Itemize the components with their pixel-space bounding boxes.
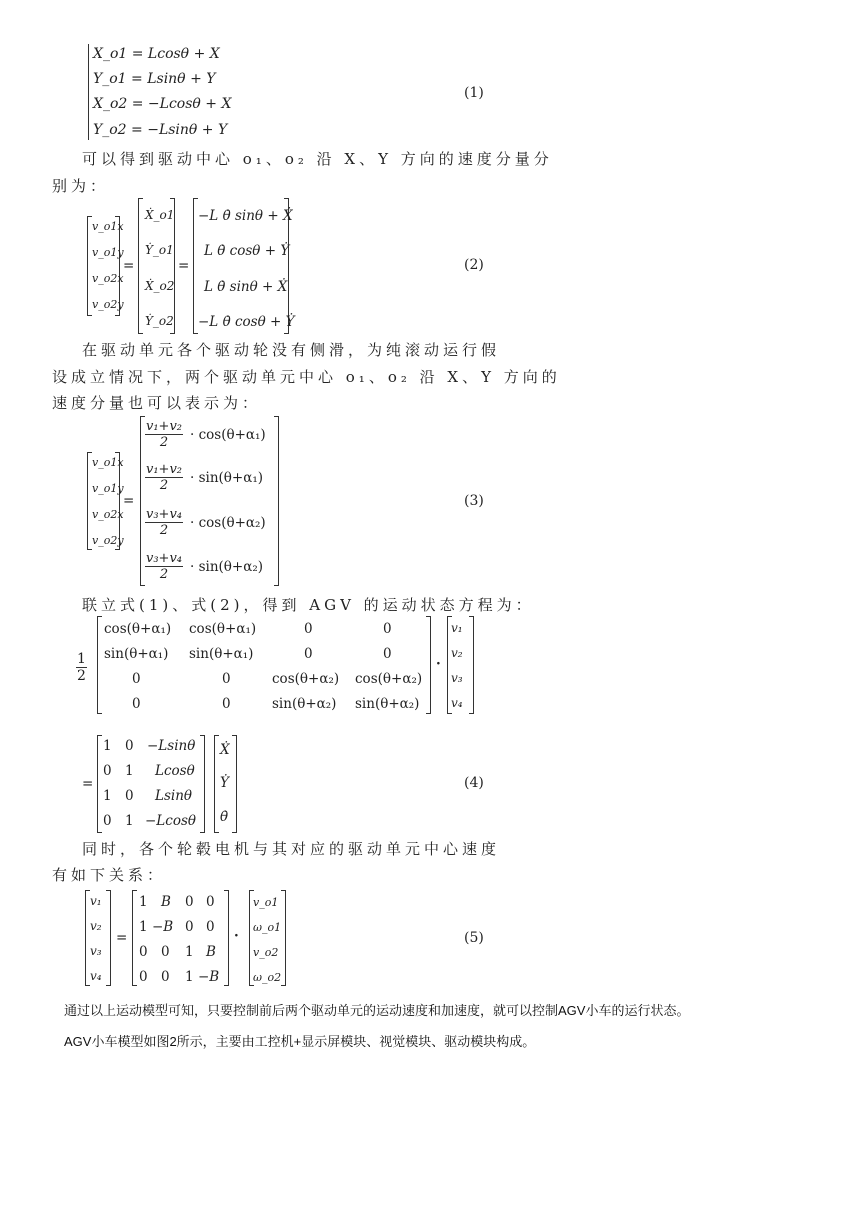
eq4-m2-3-1: 1 — [125, 813, 134, 829]
eq4-m-0-2: 0 — [304, 621, 313, 637]
eq5-dot: · — [234, 928, 239, 944]
eq2-lhs-3: v_o2y — [92, 298, 124, 311]
eq1-line-4: Y_o2 = −Lsinθ + Y — [93, 122, 228, 138]
left-brace — [88, 44, 89, 140]
eq4-m2-1-1: 1 — [125, 763, 134, 779]
eq4-m2-1-0: 0 — [103, 763, 112, 779]
eq5-m-2-1: 0 — [161, 944, 170, 960]
eq3-frac-1 — [145, 462, 183, 493]
eq2-mid-3: Ẏ_o2 — [145, 314, 174, 328]
para2-line-1: 在驱动单元各个驱动轮没有侧滑，为纯滚动运行假 — [82, 341, 501, 359]
eq4-m2-1-2: Lcosθ — [155, 763, 195, 779]
eq2-rhs-3: −L θ̇ cosθ + Ẏ — [198, 314, 295, 330]
eq4-m-1-1: sin(θ+α₁) — [189, 646, 254, 662]
eq4-m2-0-2: −Lsinθ — [147, 738, 196, 754]
eq3-rhs-bracket-right — [274, 416, 279, 586]
eq5-vec-bracket-right — [281, 890, 286, 986]
eq2-mid-2: Ẋ_o2 — [145, 279, 175, 293]
eq5-lhs-1: v₂ — [90, 919, 102, 933]
eq4-matrix2-bracket-left — [97, 735, 102, 833]
para1-line-2: 别为： — [52, 177, 110, 195]
eq5-equals: = — [116, 930, 128, 946]
eq4-vec2-bracket-right — [232, 735, 237, 833]
eq4-coef-num: 1 — [77, 651, 86, 667]
eq3-number: (3) — [464, 493, 484, 509]
para4-line-1: 同时，各个轮毂电机与其对应的驱动单元中心速度 — [82, 840, 501, 858]
eq3-frac-0-num: v₁+v₂ — [146, 419, 183, 434]
eq1-line-1: X_o1 = Lcosθ + X — [93, 46, 220, 62]
eq5-m-1-0: 1 — [139, 919, 148, 935]
eq2-number: (2) — [464, 257, 484, 273]
eq3-frac-3-den: 2 — [159, 567, 169, 582]
eq1-number: (1) — [464, 85, 484, 101]
para3-line-1: 联立式(1)、式(2)，得到 AGV 的运动状态方程为： — [82, 596, 535, 614]
eq2-mid-bracket-left — [138, 198, 143, 334]
eq4-m-3-0: 0 — [132, 696, 141, 712]
eq4-vec-1: v₂ — [451, 646, 463, 660]
eq4-coefficient — [76, 651, 87, 684]
eq4-m2-2-0: 1 — [103, 788, 112, 804]
eq5-vec-1: ω_o1 — [253, 921, 282, 934]
eq2-mid-1: Ẏ_o1 — [145, 243, 174, 257]
eq4-m-1-0: sin(θ+α₁) — [104, 646, 169, 662]
eq1-line-2: Y_o1 = Lsinθ + Y — [93, 71, 216, 87]
eq3-lhs-1: v_o1y — [92, 482, 124, 495]
eq3-frac-1-num: v₁+v₂ — [146, 462, 183, 477]
eq5-m-1-2: 0 — [185, 919, 194, 935]
eq3-fn-3: · sin(θ+α₂) — [190, 559, 264, 575]
eq5-number: (5) — [464, 930, 484, 946]
eq3-fn-1: · sin(θ+α₁) — [190, 470, 264, 486]
eq2-equals-1: = — [123, 258, 135, 274]
eq3-frac-2 — [145, 507, 183, 538]
eq3-frac-2-den: 2 — [159, 523, 169, 538]
eq5-m-1-1: −B — [152, 919, 174, 935]
eq4-number: (4) — [464, 775, 484, 791]
para2-line-2: 设成立情况下，两个驱动单元中心 o₁、o₂ 沿 X、Y 方向的 — [52, 368, 561, 386]
eq5-matrix-bracket-left — [132, 890, 137, 986]
eq4-m-3-1: 0 — [222, 696, 231, 712]
eq5-lhs-0: v₁ — [90, 894, 102, 908]
eq3-frac-3 — [145, 551, 183, 582]
eq5-m-0-2: 0 — [185, 894, 194, 910]
eq2-rhs-1: L θ̇ cosθ + Ẏ — [204, 243, 290, 259]
eq4-m2-0-1: 0 — [125, 738, 134, 754]
eq4-matrix2-bracket-right — [200, 735, 205, 833]
eq4-m-2-1: 0 — [222, 671, 231, 687]
para1-line-1: 可以得到驱动中心 o₁、o₂ 沿 X、Y 方向的速度分量分 — [82, 150, 553, 168]
eq4-m-3-3: sin(θ+α₂) — [355, 696, 420, 712]
eq4-m-1-3: 0 — [383, 646, 392, 662]
eq2-lhs-1: v_o1y — [92, 246, 124, 259]
eq3-fn-2: · cos(θ+α₂) — [190, 515, 266, 531]
eq4-m-0-1: cos(θ+α₁) — [189, 621, 257, 637]
eq4-m-2-0: 0 — [132, 671, 141, 687]
eq4-m-3-2: sin(θ+α₂) — [272, 696, 337, 712]
eq5-lhs-3: v₄ — [90, 969, 102, 983]
eq4-matrix-bracket-right — [426, 616, 431, 714]
eq5-lhs-bracket-right — [106, 890, 111, 986]
eq3-frac-3-num: v₃+v₄ — [146, 551, 183, 566]
eq5-m-3-0: 0 — [139, 969, 148, 985]
eq4-dot-1: · — [436, 656, 441, 672]
eq4-m-0-0: cos(θ+α₁) — [104, 621, 172, 637]
eq4-m2-3-2: −Lcosθ — [145, 813, 197, 829]
eq5-lhs-2: v₃ — [90, 944, 102, 958]
eq5-m-2-3: B — [206, 944, 216, 960]
eq3-equals: = — [123, 493, 135, 509]
caption-2: AGV小车模型如图2所示，主要由工控机+显示屏模块、视觉模块、驱动模块构成。 — [64, 1034, 536, 1049]
eq3-frac-2-num: v₃+v₄ — [146, 507, 183, 522]
eq4-vec-3: v₄ — [451, 696, 463, 710]
eq5-m-3-2: 1 — [185, 969, 194, 985]
eq2-rhs-2: L θ̇ sinθ + Ẋ — [204, 279, 288, 295]
eq4-vec-bracket-right — [469, 616, 474, 714]
eq3-frac-0-den: 2 — [159, 435, 169, 450]
eq5-m-0-1: B — [161, 894, 171, 910]
eq5-m-2-0: 0 — [139, 944, 148, 960]
eq5-m-1-3: 0 — [206, 919, 215, 935]
eq5-m-3-1: 0 — [161, 969, 170, 985]
eq3-lhs-2: v_o2x — [92, 508, 124, 521]
eq4-matrix-bracket-left — [97, 616, 102, 714]
eq3-lhs-0: v_o1x — [92, 456, 124, 469]
eq4-vec-2: v₃ — [451, 671, 463, 685]
eq5-matrix-bracket-right — [224, 890, 229, 986]
eq4-vec2-bracket-left — [214, 735, 219, 833]
eq3-lhs-3: v_o2y — [92, 534, 124, 547]
eq3-frac-0 — [145, 419, 183, 450]
eq4-m-0-3: 0 — [383, 621, 392, 637]
eq2-lhs-2: v_o2x — [92, 272, 124, 285]
eq4-vec2-0: Ẋ — [220, 742, 230, 758]
eq5-vec-0: v_o1 — [253, 896, 279, 909]
eq4-vec2-1: Ẏ — [220, 775, 229, 791]
eq4-equals: = — [82, 776, 94, 792]
eq4-coef-den: 2 — [77, 668, 86, 684]
eq2-equals-2: = — [178, 258, 190, 274]
eq4-m-2-2: cos(θ+α₂) — [272, 671, 340, 687]
eq5-m-0-3: 0 — [206, 894, 215, 910]
para2-line-3: 速度分量也可以表示为： — [52, 394, 262, 412]
eq4-vec-0: v₁ — [451, 621, 463, 635]
eq5-m-3-3: −B — [198, 969, 220, 985]
eq1-line-3: X_o2 = −Lcosθ + X — [93, 96, 232, 112]
eq2-rhs-0: −L θ̇ sinθ + Ẋ — [198, 208, 293, 224]
para4-line-2: 有如下关系： — [52, 866, 167, 884]
eq2-mid-0: Ẋ_o1 — [145, 208, 175, 222]
eq3-fn-0: · cos(θ+α₁) — [190, 427, 266, 443]
eq2-lhs-0: v_o1x — [92, 220, 124, 233]
eq3-frac-1-den: 2 — [159, 478, 169, 493]
eq4-m2-0-0: 1 — [103, 738, 112, 754]
eq5-vec-2: v_o2 — [253, 946, 279, 959]
eq4-m-2-3: cos(θ+α₂) — [355, 671, 423, 687]
eq4-m2-2-2: Lsinθ — [155, 788, 193, 804]
eq4-m-1-2: 0 — [304, 646, 313, 662]
eq4-vec2-2: θ̇ — [220, 809, 229, 825]
eq5-m-0-0: 1 — [139, 894, 148, 910]
eq5-vec-3: ω_o2 — [253, 971, 282, 984]
eq4-m2-2-1: 0 — [125, 788, 134, 804]
caption-1: 通过以上运动模型可知，只要控制前后两个驱动单元的运动速度和加速度，就可以控制AGV小车的运行状态。 — [64, 1003, 690, 1018]
eq4-m2-3-0: 0 — [103, 813, 112, 829]
eq5-m-2-2: 1 — [185, 944, 194, 960]
